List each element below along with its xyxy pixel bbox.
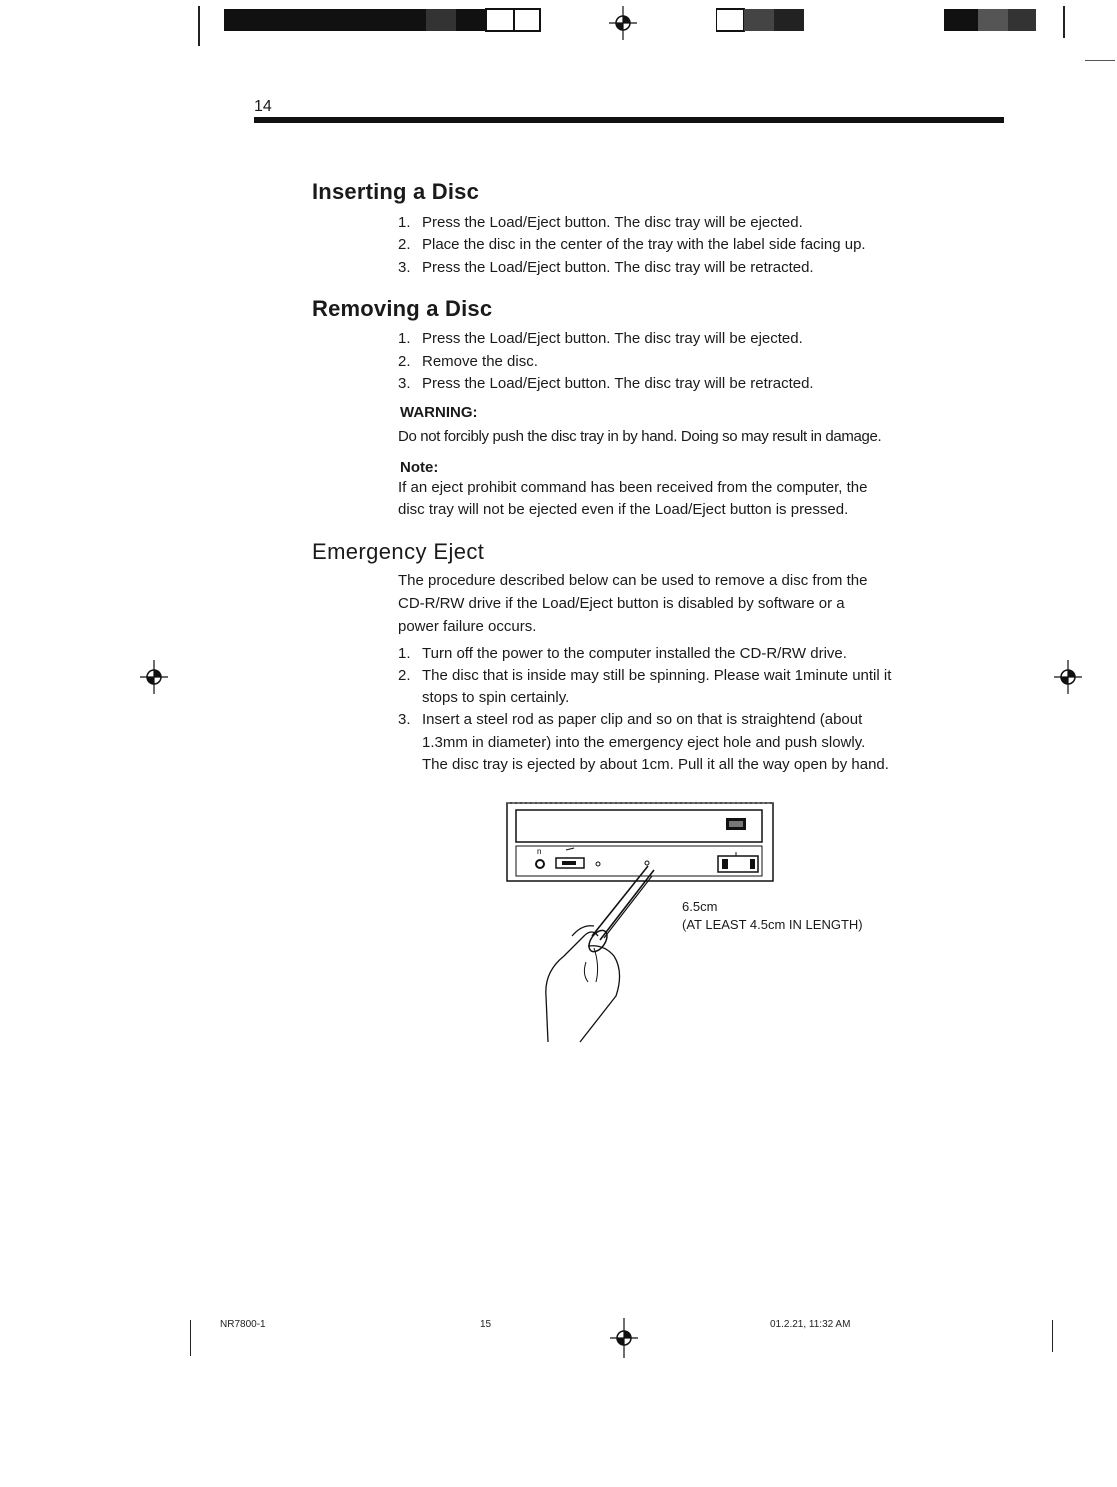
section-title-removing: Removing a Disc bbox=[312, 296, 493, 321]
registration-mark-bottom bbox=[610, 1318, 638, 1358]
list-item: 1. Press the Load/Eject button. The disc tray will be ejected. bbox=[398, 214, 803, 231]
crop-mark-bottom-left bbox=[190, 1320, 191, 1356]
svg-text:n: n bbox=[537, 847, 542, 856]
trim-line-right bbox=[1085, 60, 1115, 61]
registration-mark-top bbox=[609, 6, 637, 40]
intro-line: The procedure described below can be used to remove a disc from the bbox=[398, 572, 868, 589]
list-item: 3. Press the Load/Eject button. The disc tray will be retracted. bbox=[398, 375, 814, 392]
warning-text: Do not forcibly push the disc tray in by hand. Doing so may result in damage. bbox=[398, 428, 882, 445]
crop-mark-bottom-right bbox=[1052, 1320, 1053, 1352]
footer-sheet-number: 15 bbox=[480, 1319, 492, 1330]
list-item: 2. The disc that is inside may still be spinning. Please wait 1minute until it bbox=[398, 667, 892, 684]
list-item-continuation: 1.3mm in diameter) into the emergency eject hole and push slowly. bbox=[422, 734, 866, 751]
section-title-emergency: Emergency Eject bbox=[312, 539, 485, 564]
intro-line: CD-R/RW drive if the Load/Eject button is disabled by software or a bbox=[398, 595, 845, 612]
registration-mark-left bbox=[140, 660, 168, 694]
note-text-line: disc tray will not be ejected even if the Load/Eject button is pressed. bbox=[398, 501, 849, 518]
section-title-inserting: Inserting a Disc bbox=[312, 179, 480, 204]
footer-doc-id: NR7800-1 bbox=[220, 1319, 266, 1330]
figure-caption-minimum: (AT LEAST 4.5cm IN LENGTH) bbox=[682, 917, 863, 932]
print-color-bar-left bbox=[224, 7, 542, 34]
note-text-line: If an eject prohibit command has been received from the computer, the bbox=[398, 479, 868, 496]
registration-mark-right bbox=[1054, 660, 1082, 694]
list-item: 3. Insert a steel rod as paper clip and so on that is straightend (about bbox=[398, 711, 863, 728]
crop-mark-top-right bbox=[1063, 6, 1065, 38]
list-item-continuation: The disc tray is ejected by about 1cm. Pull it all the way open by hand. bbox=[422, 756, 889, 773]
warning-label: WARNING: bbox=[400, 404, 478, 421]
page-number: 14 bbox=[254, 98, 272, 115]
note-label: Note: bbox=[400, 459, 439, 476]
crop-mark-top-left bbox=[198, 6, 200, 46]
header-rule bbox=[254, 117, 1004, 123]
list-item: 2. Place the disc in the center of the tray with the label side facing up. bbox=[398, 236, 866, 253]
list-item-continuation: stops to spin certainly. bbox=[422, 689, 570, 706]
figure-caption-length: 6.5cm bbox=[682, 899, 718, 914]
list-item: 3. Press the Load/Eject button. The disc tray will be retracted. bbox=[398, 259, 814, 276]
list-item: 1. Turn off the power to the computer installed the CD-R/RW drive. bbox=[398, 645, 847, 662]
list-item: 2. Remove the disc. bbox=[398, 353, 538, 370]
print-color-bar-right bbox=[716, 7, 1038, 34]
list-item: 1. Press the Load/Eject button. The disc tray will be ejected. bbox=[398, 330, 803, 347]
intro-line: power failure occurs. bbox=[398, 618, 537, 635]
footer-timestamp: 01.2.21, 11:32 AM bbox=[770, 1319, 851, 1330]
